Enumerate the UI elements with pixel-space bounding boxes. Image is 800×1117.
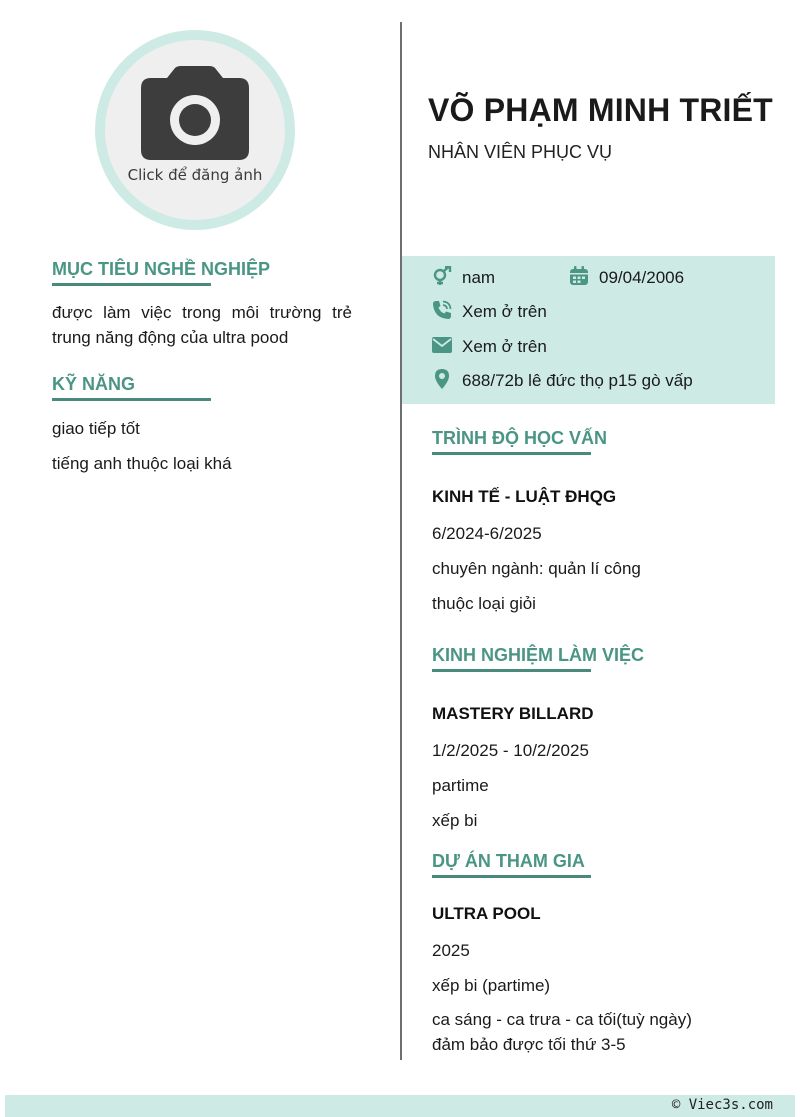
phone-icon [432,300,452,320]
education-major: chuyên ngành: quản lí công [432,559,641,578]
column-divider [400,22,402,1060]
avatar-upload-label: Click để đăng ảnh [127,166,263,184]
project-year: 2025 [432,941,470,960]
experience-period: 1/2/2025 - 10/2/2025 [432,741,589,760]
job-position: NHÂN VIÊN PHỤC VỤ [428,142,613,162]
footer-copyright[interactable]: © Viec3s.com [671,1097,773,1113]
skill-item: giao tiếp tốt [52,419,140,438]
project-role: xếp bi (partime) [432,976,551,995]
objective-title: MỤC TIÊU NGHỀ NGHIỆP [52,259,271,279]
footer-bar [5,1095,795,1117]
education-grade: thuộc loại giỏi [432,594,536,613]
birthday-value: 09/04/2006 [599,268,685,287]
phone-value: Xem ở trên [462,302,547,321]
experience-company: MASTERY BILLARD [432,704,594,723]
experience-underline [432,669,591,672]
experience-title: KINH NGHIỆM LÀM VIỆC [432,645,645,665]
calendar-icon [569,266,589,286]
education-school: KINH TẾ - LUẬT ĐHQG [432,487,617,506]
experience-role: xếp bi [432,811,478,830]
gender-value: nam [462,268,496,287]
experience-type: partime [432,776,489,795]
objective-text: được làm việc trong môi trường trẻ trung năng động của ultra pood [52,303,352,347]
email-value: Xem ở trên [462,337,547,356]
address-value: 688/72b lê đức thọ p15 gò vấp [462,371,693,390]
project-detail: đảm bảo được tối thứ 3-5 [432,1035,626,1054]
gender-icon [432,266,452,286]
projects-underline [432,875,591,878]
skill-item: tiếng anh thuộc loại khá [52,454,232,473]
education-title: TRÌNH ĐỘ HỌC VẤN [432,428,607,448]
camera-icon [141,66,249,160]
location-pin-icon [432,369,452,389]
education-underline [432,452,591,455]
project-name: ULTRA POOL [432,904,541,923]
candidate-name: VÕ PHẠM MINH TRIẾT [428,92,773,128]
skills-title: KỸ NĂNG [52,374,136,394]
contact-box [402,256,775,404]
skills-underline [52,398,211,401]
project-detail: ca sáng - ca trưa - ca tối(tuỳ ngày) [432,1010,692,1029]
avatar-upload[interactable] [105,40,285,220]
objective-underline [52,283,211,286]
projects-title: DỰ ÁN THAM GIA [432,851,585,871]
email-icon [432,335,452,355]
education-period: 6/2024-6/2025 [432,524,542,543]
